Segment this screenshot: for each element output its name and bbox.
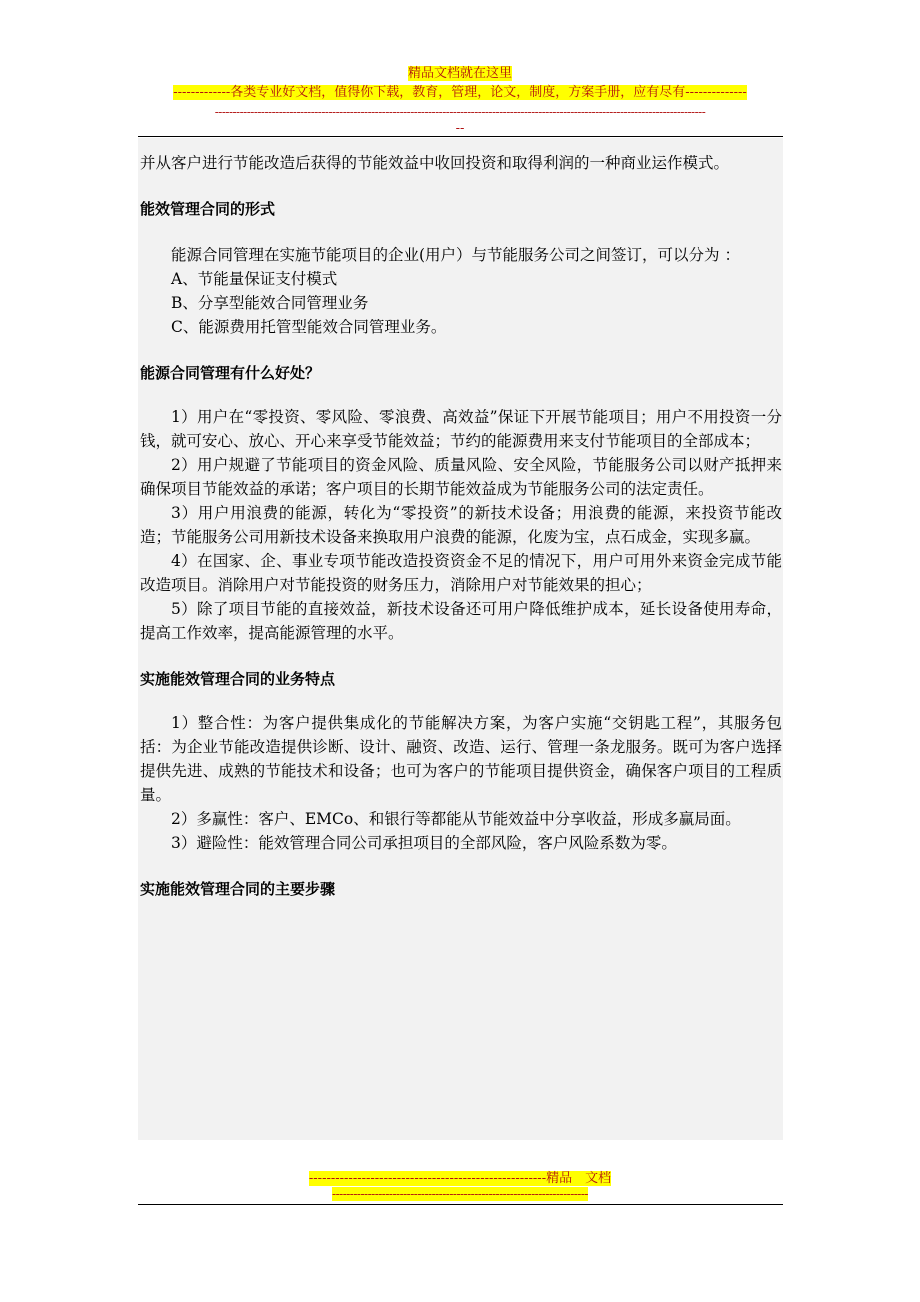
benefits-paragraph: 3）用户用浪费的能源，转化为“零投资”的新技术设备；用浪费的能源，来投资节能改造；节能服务公司用新技术设备来换取用户浪费的能源，化废为宝，点石成金，实现多赢。 — [140, 504, 782, 546]
list-item: B、分享型能效合同管理业务 — [171, 294, 369, 312]
intro-paragraph: 并从客户进行节能改造后获得的节能效益中收回投资和取得利润的一种商业运作模式。 — [140, 154, 730, 172]
document-body — [138, 138, 783, 1140]
header-rule — [138, 136, 783, 137]
section-heading-forms: 能效管理合同的形式 — [140, 200, 276, 218]
features-paragraph: 2）多赢性：客户、EMCo、和银行等都能从节能效益中分享收益，形成多赢局面。 — [171, 810, 741, 828]
list-item: C、能源费用托管型能效合同管理业务。 — [171, 318, 447, 336]
benefits-paragraph: 4）在国家、企、事业专项节能改造投资资金不足的情况下，用户可用外来资金完成节能改造项目。消除用户对节能投资的财务压力，消除用户对节能效果的担心； — [140, 552, 782, 594]
header-dash-line: ------------------------------------------------------------------------------------------------------------------------------------------ — [214, 105, 706, 119]
section-heading-features: 实施能效管理合同的业务特点 — [140, 670, 336, 688]
benefits-paragraph: 2）用户规避了节能项目的资金风险、质量风险、安全风险，节能服务公司以财产抵押来确保项目节能效益的承诺；客户项目的长期节能效益成为节能服务公司的法定责任。 — [140, 456, 782, 498]
header-dash-tail: -- — [455, 121, 465, 136]
benefits-paragraph: 5）除了项目节能的直接效益，新技术设备还可用户降低维护成本，延长设备使用寿命，提高工作效率，提高能源管理的水平。 — [140, 600, 782, 642]
forms-list — [140, 267, 782, 339]
list-item: A、节能量保证支付模式 — [171, 270, 338, 288]
section-heading-steps: 实施能效管理合同的主要步骤 — [140, 880, 336, 898]
footer-rule — [138, 1204, 783, 1205]
features-paragraph: 1）整合性：为客户提供集成化的节能解决方案，为客户实施“交钥匙工程”，其服务包括：为企业节能改造提供诊断、设计、融资、改造、运行、管理一条龙服务。既可为客户选择提供先进、成熟的节能技术和设备；也可为客户的节能项目提供资金，确保客户项目的工程质量。 — [140, 714, 782, 804]
footer-dash-line: ------------------------------------------------------------------------ — [332, 1187, 588, 1201]
forms-paragraph: 能源合同管理在实施节能项目的企业(用户）与节能服务公司之间签订，可以分为 ： — [171, 246, 740, 264]
footer-label: ------------------------------------------------------精品 文档 — [308, 1171, 612, 1186]
benefits-paragraph: 1）用户在“零投资、零风险、零浪费、高效益”保证下开展节能项目；用户不用投资一分钱，就可安心、放心、开心来享受节能效益；节约的能源费用来支付节能项目的全部成本； — [140, 408, 782, 450]
section-heading-benefits: 能源合同管理有什么好处？ — [140, 364, 321, 382]
header-tagline: -------------各类专业好文档，值得你下载，教育，管理，论文，制度，方案手册，应有尽有-------------- — [173, 85, 747, 100]
header-title: 精品文档就在这里 — [407, 66, 512, 81]
features-paragraph: 3）避险性：能效管理合同公司承担项目的全部风险，客户风险系数为零。 — [171, 834, 677, 852]
